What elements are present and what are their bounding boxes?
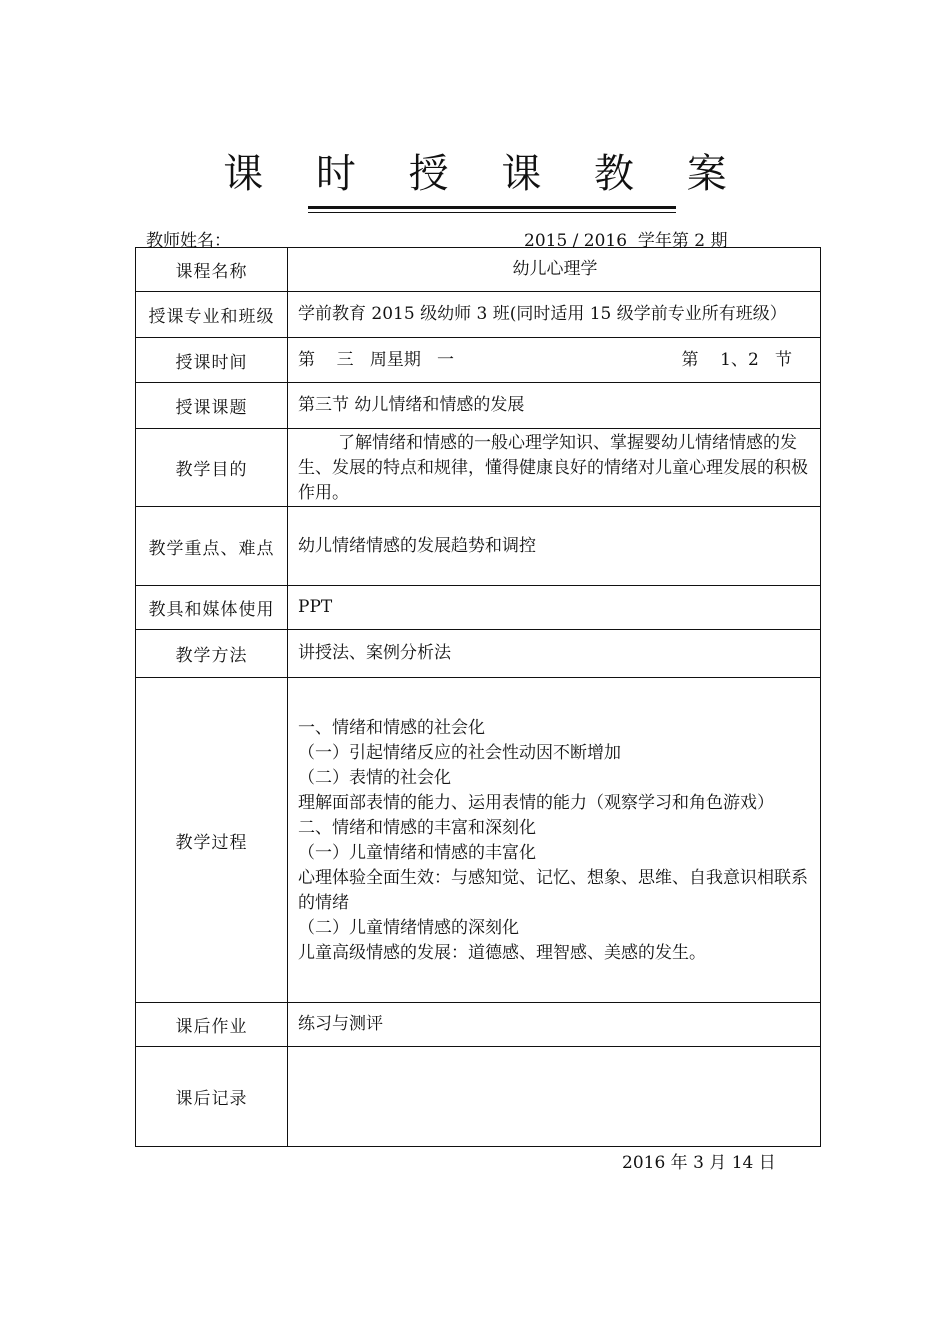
- lesson-plan-table: [135, 247, 821, 1147]
- goal-value: 了解情绪和情感的一般心理学知识、掌握婴幼儿情绪情感的发生、发展的特点和规律，懂得健康良好的情绪对儿童心理发展的积极作用。: [288, 429, 821, 507]
- homework-value: 练习与测评: [288, 1003, 821, 1047]
- process-line: （一）引起情绪反应的社会性动因不断增加: [298, 743, 621, 763]
- method-value: 讲授法、案例分析法: [288, 630, 821, 678]
- time-label: 授课时间: [136, 338, 288, 383]
- process-line: （二）表情的社会化: [298, 768, 451, 788]
- process-line: （二）儿童情绪情感的深刻化: [298, 918, 519, 938]
- row-process: [136, 678, 821, 1003]
- record-value: [288, 1047, 821, 1147]
- goal-label: 教学目的: [136, 429, 288, 507]
- academic-term: 2015 / 2016 学年第 2 期: [524, 231, 728, 251]
- row-topic: [136, 383, 821, 429]
- record-label: 课后记录: [136, 1047, 288, 1147]
- row-method: [136, 630, 821, 678]
- row-class: [136, 292, 821, 338]
- document-date: 2016 年 3 月 14 日: [622, 1153, 776, 1173]
- tools-label: 教具和媒体使用: [136, 586, 288, 630]
- tools-value: PPT: [288, 586, 821, 630]
- class-label: 授课专业和班级: [136, 292, 288, 338]
- key-points-label: 教学重点、难点: [136, 507, 288, 586]
- process-line: 理解面部表情的能力、运用表情的能力（观察学习和角色游戏）: [298, 793, 774, 813]
- topic-value: 第三节 幼儿情绪和情感的发展: [288, 383, 821, 429]
- document-title: 课 时 授 课 教 案: [223, 151, 747, 197]
- topic-label: 授课课题: [136, 383, 288, 429]
- course-name-label: 课程名称: [136, 248, 288, 292]
- row-time: [136, 338, 821, 383]
- row-tools: [136, 586, 821, 630]
- process-line: 二、情绪和情感的丰富和深刻化: [298, 818, 536, 838]
- process-line: 一、情绪和情感的社会化: [298, 718, 485, 738]
- class-value: 学前教育 2015 级幼师 3 班(同时适用 15 级学前专业所有班级）: [288, 292, 821, 338]
- process-line: （一）儿童情绪和情感的丰富化: [298, 843, 536, 863]
- process-line: 心理体验全面生效：与感知觉、记忆、想象、思维、自我意识相联系的情绪: [298, 868, 808, 913]
- row-key-points: [136, 507, 821, 586]
- row-goal: [136, 429, 821, 507]
- homework-label: 课后作业: [136, 1003, 288, 1047]
- key-points-value: 幼儿情绪情感的发展趋势和调控: [288, 507, 821, 586]
- teacher-name-label: 教师姓名：: [146, 231, 231, 251]
- time-period: 第 1、2 节: [681, 349, 792, 370]
- time-week: 第 三 周星期 一: [298, 349, 455, 370]
- title-underline-thin: [308, 212, 676, 213]
- method-label: 教学方法: [136, 630, 288, 678]
- row-record: [136, 1047, 821, 1147]
- process-label: 教学过程: [136, 678, 288, 1003]
- course-name-value: 幼儿心理学: [288, 248, 821, 292]
- title-underline-thick: [308, 206, 676, 209]
- process-value: [288, 678, 821, 1003]
- row-homework: [136, 1003, 821, 1047]
- row-course-name: [136, 248, 821, 292]
- process-line: 儿童高级情感的发展：道德感、理智感、美感的发生。: [298, 943, 706, 963]
- time-value: [288, 338, 821, 383]
